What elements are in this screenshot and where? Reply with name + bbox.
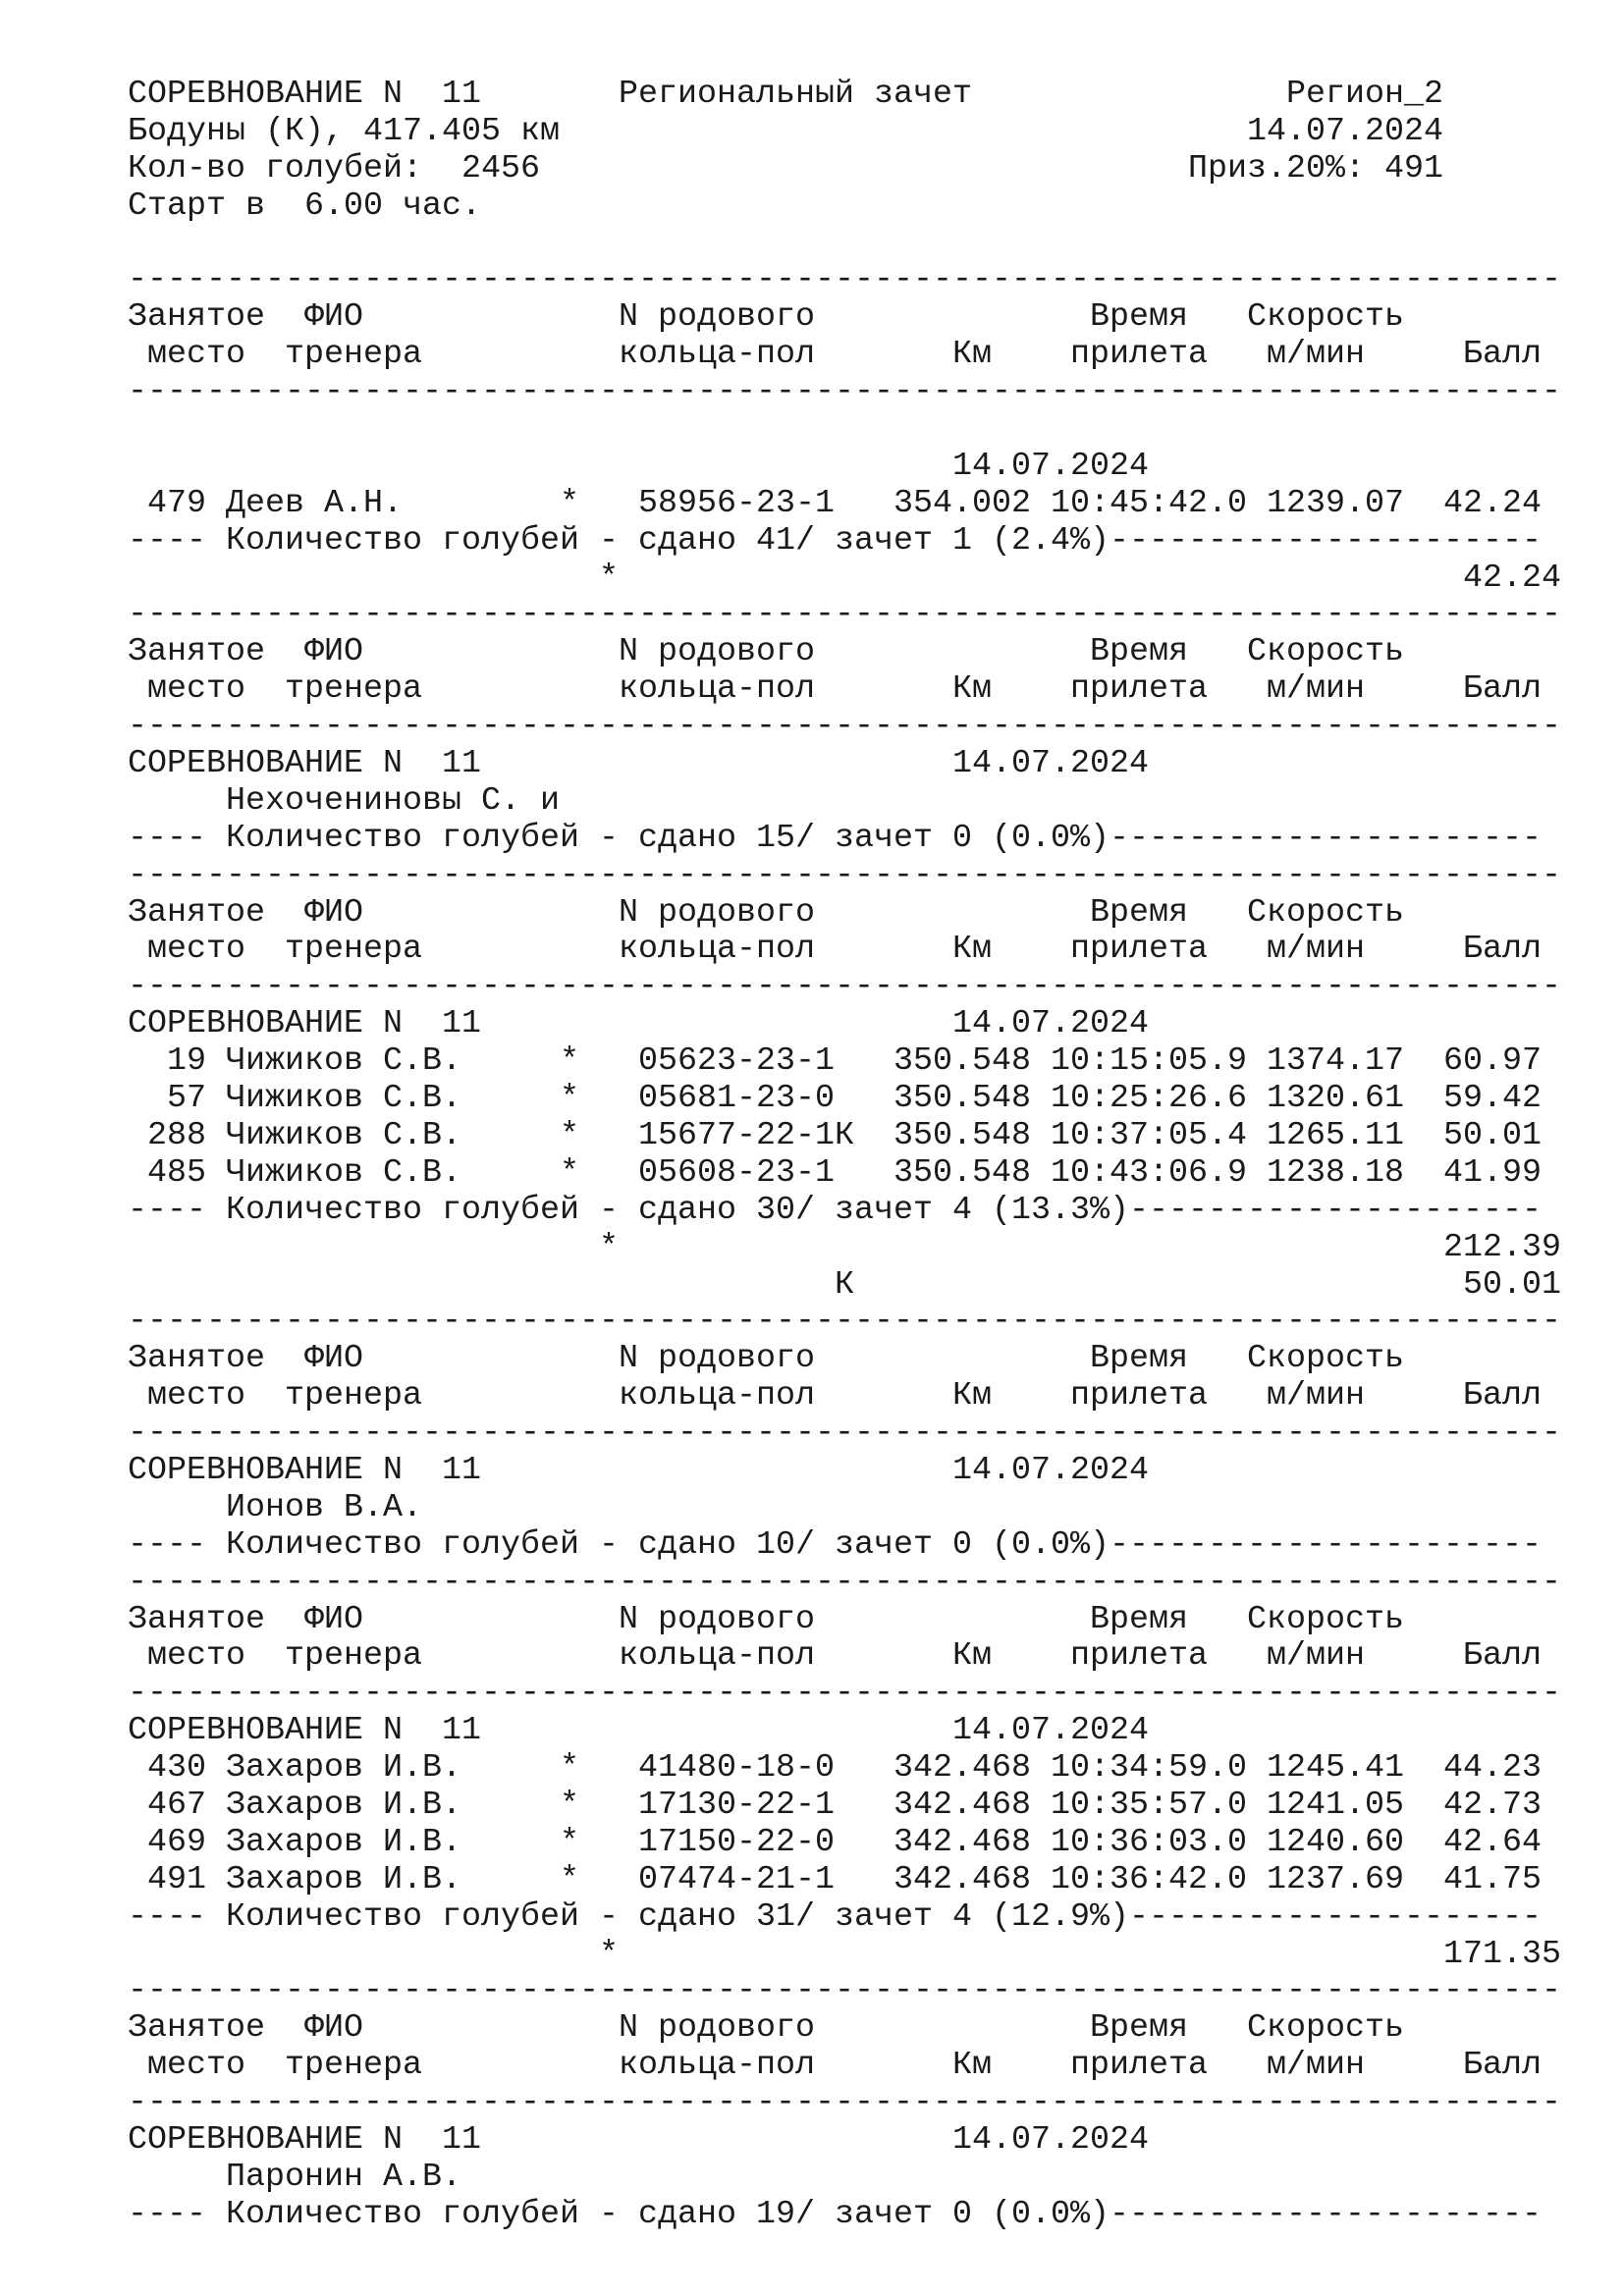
document-line: Занятое ФИО N родового Время Скорость (128, 2009, 1405, 2048)
document-line: ------------------------------------------------------------------------- (128, 261, 1562, 299)
document-line: ------------------------------------------------------------------------- (128, 373, 1562, 411)
document-line: 485 Чижиков С.В. * 05608-23-1 350.548 10:43:06.9 1238.18 41.99 (128, 1153, 1543, 1192)
document-line: ------------------------------------------------------------------------- (128, 1972, 1562, 2010)
document-line: место тренера кольца-пол Км прилета м/мин Балл (128, 1637, 1543, 1676)
document-line: Нехочениновы С. и (128, 781, 561, 820)
document-line: ---- Количество голубей - сдано 10/ зачет 0 (0.0%)---------------------- (128, 1525, 1543, 1564)
document-line: ---- Количество голубей - сдано 19/ зачет 0 (0.0%)---------------------- (128, 2195, 1543, 2233)
document-line: Старт в 6.00 час. (128, 187, 482, 225)
document-line: Паронин А.В. (128, 2158, 462, 2196)
document-line (128, 411, 1561, 449)
document-line: Занятое ФИО N родового Время Скорость (128, 893, 1405, 932)
document-line: ------------------------------------------------------------------------- (128, 2084, 1562, 2122)
document-line: * 42.24 (128, 559, 1562, 597)
document-line: Бодуны (К), 417.405 км 14.07.2024 (128, 112, 1444, 150)
document-line: место тренера кольца-пол Км прилета м/мин Балл (128, 670, 1543, 709)
document-line: ------------------------------------------------------------------------- (128, 1563, 1562, 1601)
document-line: место тренера кольца-пол Км прилета м/мин Балл (128, 2047, 1543, 2085)
document-line: 491 Захаров И.В. * 07474-21-1 342.468 10:36:42.0 1237.69 41.75 (128, 1860, 1543, 1898)
document-line: 19 Чижиков С.В. * 05623-23-1 350.548 10:15:05.9 1374.17 60.97 (128, 1042, 1543, 1081)
document-line: ------------------------------------------------------------------------- (128, 596, 1562, 634)
document-line: место тренера кольца-пол Км прилета м/мин Балл (128, 336, 1543, 374)
document-line: ------------------------------------------------------------------------- (128, 1303, 1562, 1341)
document-line: К 50.01 (128, 1265, 1562, 1304)
document-line: ---- Количество голубей - сдано 30/ зачет 4 (13.3%)--------------------- (128, 1191, 1543, 1229)
document-line: СОРЕВНОВАНИЕ N 11 14.07.2024 (128, 745, 1150, 783)
document-line: ---- Количество голубей - сдано 15/ зачет 0 (0.0%)---------------------- (128, 819, 1543, 857)
document-line: Кол-во голубей: 2456 Приз.20%: 491 (128, 149, 1444, 187)
document-line: 467 Захаров И.В. * 17130-22-1 342.468 10:35:57.0 1241.05 42.73 (128, 1786, 1543, 1824)
document-line: ------------------------------------------------------------------------- (128, 708, 1562, 746)
document-line: СОРЕВНОВАНИЕ N 11 14.07.2024 (128, 1451, 1150, 1489)
document-line: СОРЕВНОВАНИЕ N 11 Региональный зачет Регион_2 (128, 76, 1444, 113)
document-line: ------------------------------------------------------------------------- (128, 1415, 1562, 1453)
document-line: Занятое ФИО N родового Время Скорость (128, 633, 1405, 671)
document-line: 14.07.2024 (128, 447, 1150, 485)
document-line: ------------------------------------------------------------------------- (128, 856, 1562, 894)
document-line: СОРЕВНОВАНИЕ N 11 14.07.2024 (128, 1005, 1150, 1043)
document-line: * 212.39 (128, 1228, 1562, 1266)
document-line: 430 Захаров И.В. * 41480-18-0 342.468 10:34:59.0 1245.41 44.23 (128, 1749, 1543, 1788)
document-line: Занятое ФИО N родового Время Скорость (128, 298, 1405, 337)
document-line: Занятое ФИО N родового Время Скорость (128, 1340, 1405, 1378)
document-line: место тренера кольца-пол Км прилета м/мин Балл (128, 931, 1543, 969)
document-line: ---- Количество голубей - сдано 41/ зачет 1 (2.4%)---------------------- (128, 521, 1543, 560)
document-line: СОРЕВНОВАНИЕ N 11 14.07.2024 (128, 1712, 1150, 1750)
document-line (128, 226, 1561, 263)
document-line: место тренера кольца-пол Км прилета м/мин Балл (128, 1377, 1543, 1415)
document-line: ------------------------------------------------------------------------- (128, 968, 1562, 1006)
document-line: Ионов В.А. (128, 1488, 423, 1526)
document-line: 57 Чижиков С.В. * 05681-23-0 350.548 10:25:26.6 1320.61 59.42 (128, 1080, 1543, 1118)
document-line: 469 Захаров И.В. * 17150-22-0 342.468 10:36:03.0 1240.60 42.64 (128, 1823, 1543, 1861)
document-line: Занятое ФИО N родового Время Скорость (128, 1600, 1405, 1638)
document-line: СОРЕВНОВАНИЕ N 11 14.07.2024 (128, 2120, 1150, 2159)
document-line: 288 Чижиков С.В. * 15677-22-1К 350.548 10:37:05.4 1265.11 50.01 (128, 1116, 1543, 1154)
document-line: * 171.35 (128, 1935, 1562, 1973)
document-line: ---- Количество голубей - сдано 31/ зачет 4 (12.9%)--------------------- (128, 1897, 1543, 1936)
document-line: ------------------------------------------------------------------------- (128, 1675, 1562, 1713)
results-document (128, 77, 1561, 2234)
document-line: 479 Деев А.Н. * 58956-23-1 354.002 10:45:42.0 1239.07 42.24 (128, 484, 1543, 522)
